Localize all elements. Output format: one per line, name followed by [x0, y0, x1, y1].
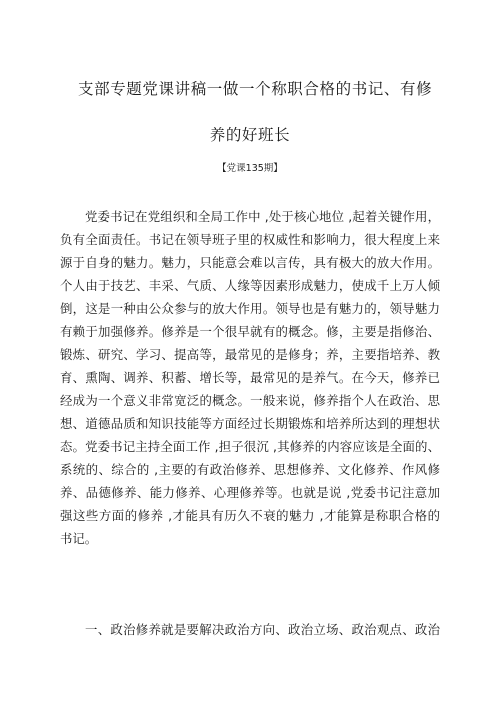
paragraph-line: 锻炼、研究、学习、提高等，最常见的是修身；养，主要指培养、教 [60, 347, 440, 362]
paragraph-line: 态。党委书记主持全面工作 ,担子很沉 ,其修养的内容应该是全面的、 [60, 439, 440, 454]
document-title-line-2: 养的好班长 [209, 126, 291, 144]
paragraph-line: 养、品德修养、能力修养、心理修养等。也就是说 ,党委书记注意加 [60, 485, 440, 500]
section-1-heading-line: 一、政治修养就是要解决政治方向、政治立场、政治观点、政治 [85, 622, 440, 637]
paragraph-line: 个人由于技艺、丰采、气质、人缘等因素形成魅力，使成千上万人倾 [60, 278, 440, 293]
paragraph-line: 倒，这是一种由公众参与的放大作用。领导也是有魅力的，领导魅力 [60, 301, 440, 316]
paragraph-line: 强这些方面的修养 ,才能具有历久不衰的魅力 ,才能算是称职合格的 [60, 508, 440, 523]
paragraph-line: 党委书记在党组织和全局工作中 ,处于核心地位 ,起着关键作用， [85, 209, 440, 224]
paragraph-line: 育、熏陶、调养、积蓄、增长等，最常见的是养气。在今天，修养已 [60, 370, 440, 385]
document-title-line-1: 支部专题党课讲稿一做一个称职合格的书记、有修 [78, 80, 433, 98]
paragraph-1 [60, 205, 440, 550]
paragraph-line: 系统的、综合的 ,主要的有政治修养、思想修养、文化修养、作风修 [60, 462, 440, 477]
paragraph-line: 想、道德品质和知识技能等方面经过长期锻炼和培养所达到的理想状 [60, 416, 440, 431]
issue-label: 【党课135期】 [217, 163, 283, 174]
paragraph-line: 有赖于加强修养。修养是一个很早就有的概念。修，主要是指修治、 [60, 324, 440, 339]
paragraph-line: 负有全面责任。书记在领导班子里的权威性和影响力，很大程度上来 [60, 232, 440, 247]
paragraph-line: 经成为一个意义非常宽泛的概念。一般来说，修养指个人在政治、思 [60, 393, 440, 408]
paragraph-line: 书记。 [60, 531, 98, 546]
paragraph-line: 源于自身的魅力。魅力，只能意会难以言传，具有极大的放大作用。 [60, 255, 440, 270]
